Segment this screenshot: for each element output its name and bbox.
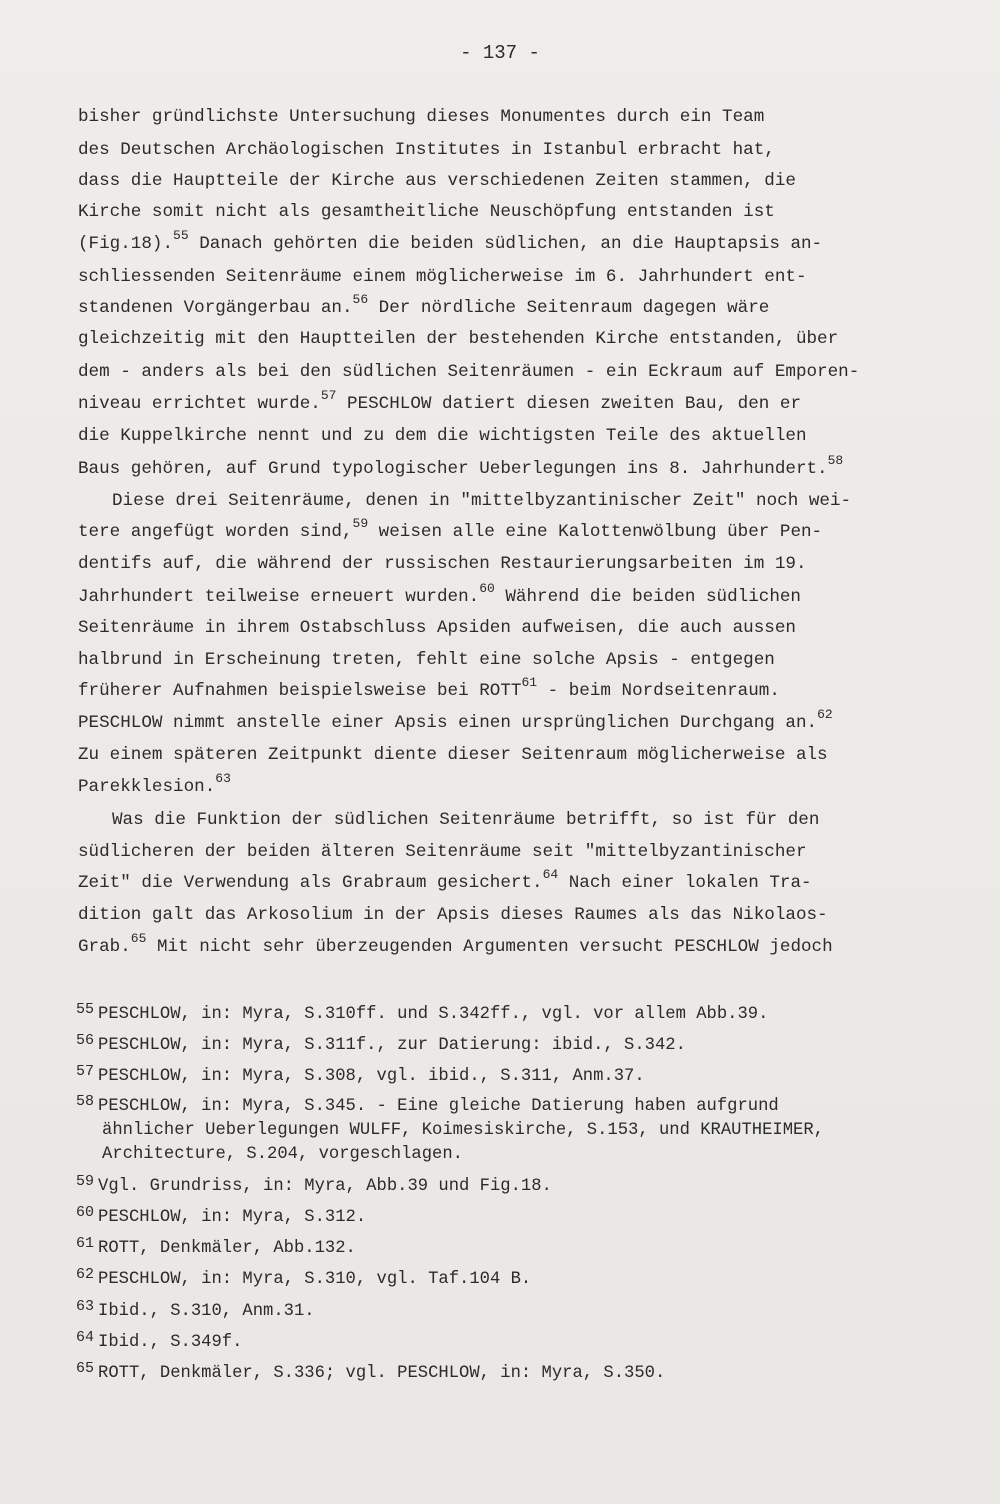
body-line	[78, 707, 833, 734]
body-line	[78, 106, 764, 128]
footnote-text: ROTT, Denkmäler, Abb.132.	[98, 1239, 356, 1258]
body-line-text: tere angefügt worden sind,	[78, 522, 353, 542]
body-line	[78, 744, 828, 766]
body-line-text: des Deutschen Archäologischen Institutes in Istanbul erbracht hat,	[78, 140, 775, 160]
body-line	[78, 139, 775, 161]
body-line	[78, 931, 833, 958]
footnote-text: PESCHLOW, in: Myra, S.312.	[98, 1208, 367, 1227]
footnote-reference: 64	[542, 867, 559, 882]
footnote-reference: 63	[215, 771, 231, 786]
body-line-text: Während die beiden südlichen	[494, 587, 801, 607]
footnote-number: 64	[76, 1329, 95, 1346]
footnote-line	[76, 1266, 532, 1291]
body-line-text: Zu einem späteren Zeitpunkt diente dieser Seitenraum möglicherweise als	[78, 745, 828, 765]
body-line-text: PESCHLOW nimmt anstelle einer Apsis einen ursprünglichen Durchgang an.	[78, 713, 818, 733]
body-line	[78, 516, 823, 543]
footnote-line	[76, 1329, 243, 1354]
footnote-line	[76, 1173, 552, 1198]
body-line-text: standenen Vorgängerbau an.	[78, 298, 353, 318]
footnote-number: 60	[76, 1204, 95, 1221]
body-line-text: PESCHLOW datiert diesen zweiten Bau, den er	[336, 394, 802, 414]
footnote-text: PESCHLOW, in: Myra, S.308, vgl. ibid., S.311, Anm.37.	[98, 1067, 645, 1086]
body-line-text: bisher gründlichste Untersuchung dieses Monumentes durch ein Team	[78, 107, 765, 127]
footnote-number: 57	[76, 1063, 95, 1080]
body-line	[78, 553, 807, 575]
footnote-line	[102, 1120, 824, 1142]
footnote-line	[76, 1204, 367, 1229]
footnote-reference: 58	[827, 453, 844, 468]
body-line	[78, 388, 802, 415]
footnote-text: Vgl. Grundriss, in: Myra, Abb.39 und Fig.18.	[98, 1177, 552, 1196]
body-line	[78, 675, 780, 702]
page-number: - 137 -	[460, 42, 540, 64]
body-line-text: Baus gehören, auf Grund typologischer Ueberlegungen ins 8. Jahrhundert.	[78, 459, 828, 479]
body-line-text: südlicheren der beiden älteren Seitenräume seit "mittelbyzantinischer	[78, 842, 807, 862]
body-line-text: gleichzeitig mit den Hauptteilen der bestehenden Kirche entstanden, über	[78, 329, 839, 349]
body-line	[112, 490, 851, 512]
body-line	[78, 867, 812, 894]
body-line-text: dem - anders als bei den südlichen Seitenräumen - ein Eckraum auf Emporen-	[78, 362, 860, 382]
footnote-text: Ibid., S.349f.	[98, 1333, 243, 1352]
body-line	[78, 201, 775, 223]
footnote-reference: 61	[521, 675, 538, 690]
footnote-reference: 62	[817, 707, 833, 722]
footnote-reference: 56	[352, 292, 369, 307]
body-line-text: niveau errichtet wurde.	[78, 394, 321, 414]
footnote-reference: 60	[479, 581, 495, 596]
body-line-text: halbrund in Erscheinung treten, fehlt eine solche Apsis - entgegen	[78, 650, 775, 670]
footnote-text: PESCHLOW, in: Myra, S.345. - Eine gleiche Datierung haben aufgrund	[98, 1097, 779, 1116]
footnote-reference: 59	[352, 516, 369, 531]
footnote-reference: 57	[320, 388, 337, 403]
body-line-text: Grab.	[78, 937, 131, 957]
body-line-text: Nach einer lokalen Tra-	[558, 873, 812, 893]
footnote-line	[76, 1298, 315, 1323]
body-line	[78, 617, 796, 639]
body-line	[78, 649, 775, 671]
body-line-text: Parekklesion.	[78, 777, 216, 797]
body-line-text: Seitenräume in ihrem Ostabschluss Apsiden aufweisen, die auch aussen	[78, 618, 796, 638]
body-line-text: Was die Funktion der südlichen Seitenräume betrifft, so ist für den	[112, 810, 820, 830]
body-line-text: schliessenden Seitenräume einem möglicherweise im 6. Jahrhundert ent-	[78, 267, 807, 287]
body-line	[78, 266, 807, 288]
footnote-line	[76, 1032, 686, 1057]
footnote-number: 63	[76, 1298, 95, 1315]
footnote-text: Ibid., S.310, Anm.31.	[98, 1302, 315, 1321]
footnote-reference: 55	[173, 228, 189, 243]
body-line-text: Der nördliche Seitenraum dagegen wäre	[368, 298, 770, 318]
footnote-line	[102, 1144, 463, 1166]
body-line-text: Diese drei Seitenräume, denen in "mittelbyzantinischer Zeit" noch wei-	[112, 491, 852, 511]
footnote-number: 58	[76, 1093, 95, 1110]
body-line	[78, 328, 838, 350]
body-line-text: dass die Hauptteile der Kirche aus verschiedenen Zeiten stammen, die	[78, 171, 796, 191]
footnote-text: ROTT, Denkmäler, S.336; vgl. PESCHLOW, in: Myra, S.350.	[98, 1364, 666, 1383]
body-line	[78, 904, 828, 926]
body-line-text: weisen alle eine Kalottenwölbung über Pen-	[368, 522, 823, 542]
body-line	[78, 771, 231, 798]
footnote-number: 65	[76, 1360, 95, 1377]
body-line-text: früherer Aufnahmen beispielsweise bei ROTT	[78, 681, 522, 701]
body-line	[78, 292, 770, 319]
body-line	[78, 361, 859, 383]
body-line	[78, 453, 844, 480]
body-line	[78, 228, 823, 255]
body-line-text: dition galt das Arkosolium in der Apsis dieses Raumes als das Nikolaos-	[78, 905, 828, 925]
footnote-text: PESCHLOW, in: Myra, S.310, vgl. Taf.104 B.	[98, 1270, 532, 1289]
footnote-number: 55	[76, 1001, 95, 1018]
body-line-text: Danach gehörten die beiden südlichen, an die Hauptapsis an-	[188, 234, 823, 254]
body-line-text: Kirche somit nicht als gesamtheitliche Neuschöpfung entstanden ist	[78, 202, 775, 222]
footnote-line	[76, 1360, 666, 1385]
footnote-line	[76, 1093, 779, 1118]
footnote-text: PESCHLOW, in: Myra, S.310ff. und S.342ff., vgl. vor allem Abb.39.	[98, 1005, 769, 1024]
footnote-number: 61	[76, 1235, 95, 1252]
body-line	[78, 425, 807, 447]
body-line-text: - beim Nordseitenraum.	[537, 681, 780, 701]
body-line-text: Zeit" die Verwendung als Grabraum gesichert.	[78, 873, 543, 893]
body-line-text: Jahrhundert teilweise erneuert wurden.	[78, 587, 480, 607]
body-line-text: die Kuppelkirche nennt und zu dem die wichtigsten Teile des aktuellen	[78, 426, 807, 446]
body-line-text: (Fig.18).	[78, 234, 174, 254]
body-line	[78, 581, 801, 608]
body-line	[78, 170, 796, 192]
footnote-line	[76, 1001, 769, 1026]
footnote-text: ähnlicher Ueberlegungen WULFF, Koimesiskirche, S.153, und KRAUTHEIMER,	[102, 1121, 824, 1140]
footnote-reference: 65	[130, 931, 147, 946]
body-line-text: dentifs auf, die während der russischen Restaurierungsarbeiten im 19.	[78, 554, 807, 574]
footnote-number: 62	[76, 1266, 95, 1283]
footnote-text: Architecture, S.204, vorgeschlagen.	[102, 1145, 463, 1164]
footnote-line	[76, 1063, 645, 1088]
footnote-line	[76, 1235, 356, 1260]
body-line-text: Mit nicht sehr überzeugenden Argumenten versucht PESCHLOW jedoch	[146, 937, 833, 957]
footnote-number: 59	[76, 1173, 95, 1190]
body-line	[112, 809, 819, 831]
footnote-text: PESCHLOW, in: Myra, S.311f., zur Datierung: ibid., S.342.	[98, 1036, 686, 1055]
footnote-number: 56	[76, 1032, 95, 1049]
body-line	[78, 841, 807, 863]
